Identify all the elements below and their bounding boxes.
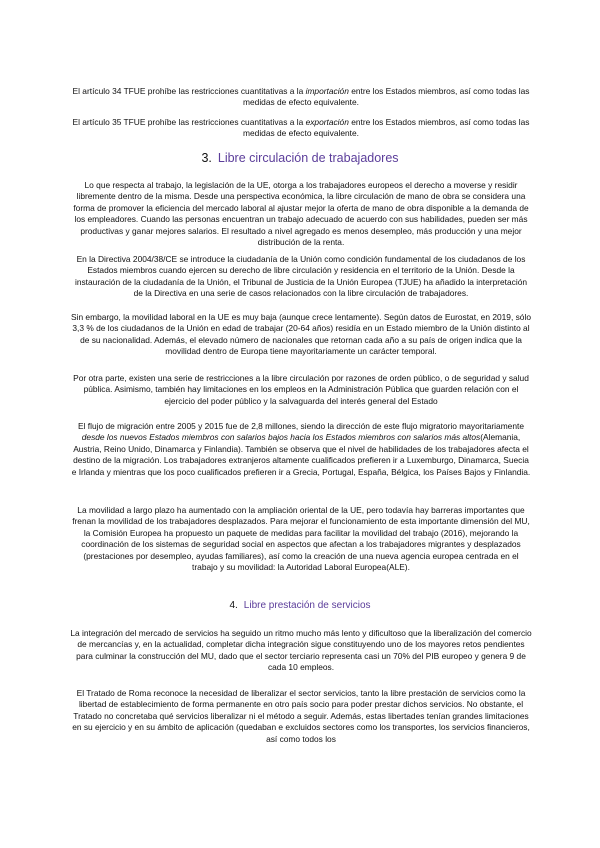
section-3-heading	[0, 151, 600, 165]
directive-paragraph: En la Directiva 2004/38/CE se introduce la ciudadanía de la Unión como condición fundamental de los ciudadanos de los Estados miembros cuando ejercen su derecho de libre circulación y residencia en el territorio de la Unión. Desde la instauración de la ciudadanía de la Unión, el Tribunal de Justicia de la Unión Europea (TJUE) ha añadido la interpretación de la Directiva en una serie de casos relacionados con la libre circulación de trabajadores.	[74, 254, 528, 299]
article-35-paragraph	[70, 117, 532, 140]
long-term-mobility-paragraph: La movilidad a largo plazo ha aumentado con la ampliación oriental de la UE, pero todavía hay barreras importantes que frenan la movilidad de los trabajadores desplazados. Para mejorar el funcionamiento de esta importante dimensión del MU, la Comisión Europea ha propuesto un paquete de medidas para facilitar la movilidad del trabajo (2016), mejorando la coordinación de los sistemas de seguridad social en aspectos que afectan a los trabajadores migrantes y desplazados (prestaciones por desempleo, ayudas familiares), así como la creación de una nueva agencia europea centrada en el trabajo y su movilidad: la Autoridad Laboral Europea(ALE).	[72, 505, 530, 573]
text-run: El artículo 34 TFUE prohíbe las restricciones cuantitativas a la	[72, 86, 306, 96]
text-run: El flujo de migración entre 2005 y 2015 fue de 2,8 millones, siendo la dirección de este flujo migratorio mayoritariamente	[78, 421, 524, 431]
section-title: Libre circulación de trabajadores	[217, 151, 399, 165]
text-run: El artículo 35 TFUE prohíbe las restricciones cuantitativas a la	[72, 117, 306, 127]
emphasis-exportacion: exportación	[305, 117, 349, 127]
section-4-heading	[0, 600, 600, 611]
emphasis-migration-direction: desde los nuevos Estados miembros con salarios bajos hacia los Estados miembros con salarios más altos	[81, 432, 481, 443]
text-run: (Alemania, Austria, Reino Unido, Dinamarca y Finlandia). También se observa que el nivel de habilidades de los trabajadores afecta el destino de la migración. Los trabajadores extranjeros altamente cualificados prefieren ir a Luxemburgo, Dinamarca, Suecia e Irlanda y mientras que los poco cualificados prefieren ir a Grecia, Portugal, España, Bélgica, los Países Bajos y Finlandia.	[71, 432, 531, 477]
emphasis-importacion: importación	[305, 86, 349, 96]
migration-flow-paragraph	[70, 421, 532, 478]
text-run: entre los Estados miembros, así como todas las medidas de efecto equivalente.	[243, 117, 530, 139]
eurostat-paragraph: Sin embargo, la movilidad laboral en la UE es muy baja (aunque crece lentamente). Según datos de Eurostat, en 2019, sólo 3,3 % de los ciudadanos de la Unión en edad de trabajar (20-64 años) residía en un Estado miembro de la Unión distinto al de su nacionalidad. Además, el elevado número de nacionales que retornan cada año a su país de origen indica que la movilidad dentro de Europa tiene mayoritariamente un carácter temporal.	[71, 312, 531, 357]
article-34-paragraph	[70, 86, 532, 109]
restrictions-paragraph: Por otra parte, existen una serie de restricciones a la libre circulación por razones de orden público, o de seguridad y salud pública. Asimismo, también hay limitaciones en los empleos en la Administración Pública que guarden relación con el ejercicio del poder público y la salvaguarda del interés general del Estado	[73, 373, 529, 406]
treaty-of-rome-paragraph: El Tratado de Roma reconoce la necesidad de liberalizar el sector servicios, tanto la libre prestación de servicios como la libertad de establecimiento de forma permanente en otro país socio para poder prestar dichos servicios. No obstante, el Tratado no concretaba qué servicios liberalizar ni el método a seguir. Además, estas libertades tenían grandes limitaciones en su ejercicio y en su ámbito de aplicación (quedaban e excluidos sectores como los transportes, los servicios financieros, así como todos los	[72, 688, 530, 744]
section-number: 4.	[229, 600, 238, 611]
section-number: 3.	[201, 151, 212, 165]
work-mobility-paragraph: Lo que respecta al trabajo, la legislación de la UE, otorga a los trabajadores europeos el derecho a moverse y residir libremente dentro de la misma. Desde una perspectiva económica, la libre circulación de mano de obra se considera una forma de promover la eficiencia del mercado laboral al ajustar mejor la oferta de mano de obra disponible a la demanda de los empleadores. Cuando las personas encuentran un trabajo adecuado de acuerdo con sus habilidades, pueden ser más productivas y ganar mejores salarios. El resultado a nivel agregado es menos desempleo, más producción y una mejor distribución de la renta.	[73, 180, 529, 248]
services-integration-paragraph: La integración del mercado de servicios ha seguido un ritmo mucho más lento y dificultoso que la liberalización del comercio de mercancías y, en la actualidad, completar dicha integración sigue constituyendo uno de los mayores retos pendientes para culminar la construcción del MU, dado que el sector terciario representa casi un 70% del PIB europeo y genera 9 de cada 10 empleos.	[70, 628, 532, 673]
text-run: entre los Estados miembros, así como todas las medidas de efecto equivalente.	[243, 86, 530, 108]
section-title: Libre prestación de servicios	[243, 600, 371, 611]
